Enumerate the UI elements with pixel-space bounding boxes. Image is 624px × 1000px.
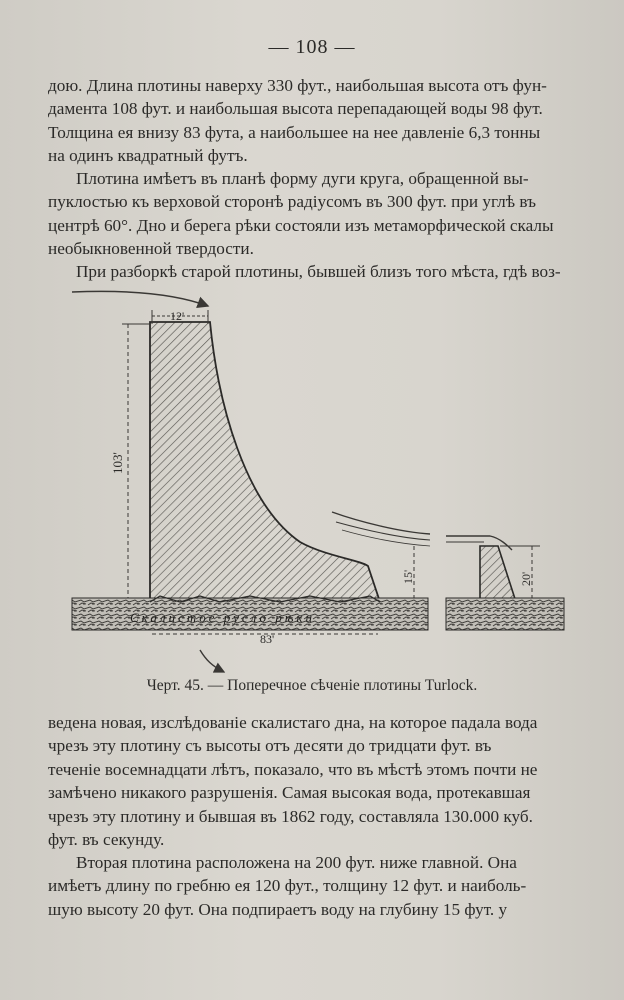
paragraph-1 [48,74,584,168]
dim-label-height: 103' [110,452,125,474]
text-line: необыкновенной твердости. [48,239,254,259]
dam-cross-section-figure [60,284,580,674]
figure-caption: Черт. 45. — Поперечное сѣченіе плотины Turlock. [146,677,478,694]
paragraph-5 [48,851,584,921]
rock-bed-right [446,598,564,630]
text-line: чрезъ эту плотину съ высоты отъ десяти до тридцати фут. въ [48,736,492,756]
second-dam-water [446,536,512,550]
text-line: При разборкѣ старой плотины, бывшей близъ того мѣста, гдѣ воз- [76,262,561,281]
text-line: Вторая плотина расположена на 200 фут. ниже главной. Она [76,853,517,872]
text-line: шую высоту 20 фут. Она подпираетъ воду на глубину 15 фут. у [48,899,508,919]
paragraph-4 [48,711,584,851]
text-line: имѣетъ длину по гребню ея 120 фут., толщину 12 фут. и наиболь- [48,876,527,896]
text-line: чрезъ эту плотину и бывшая въ 1862 году, составляла 130.000 куб. [48,806,533,826]
dim-label-base-width: 83' [260,632,275,646]
second-dam-body [480,546,516,602]
text-line: теченіе восемнадцати лѣтъ, показало, что въ мѣстѣ этомъ почти не [48,759,538,779]
dim-label-top-width: 12' [170,309,185,323]
text-line: дою. Длина плотины наверху 330 фут., наибольшая высота отъ фун- [48,76,547,95]
text-line: Плотина имѣетъ въ планѣ форму дуги круга, обращенной вы- [76,169,529,188]
text-line: Толщина ея внизу 83 фута, а наибольшее на нее давленіе 6,3 тонны [48,122,541,142]
tailwater-surface [332,512,430,534]
text-line: фут. въ секунду. [48,830,165,850]
paragraph-2 [48,167,584,261]
text-line: центрѣ 60°. Дно и берега рѣки состояли изъ метаморфической скалы [48,215,554,235]
text-line: замѣчено никакого разрушенія. Самая высокая вода, протекавшая [48,783,531,803]
ground-label: Скалистое русло рѣки [130,610,315,625]
dim-label-tailwater: 15' [401,569,415,584]
flow-arrow-upper [72,291,208,306]
text-line: ведена новая, изслѣдованіе скалистаго дна, на которое падала вода [48,713,538,732]
paragraph-3 [48,260,584,283]
page-number: — 108 — [268,36,356,58]
dim-label-second-dam: 20' [519,571,533,586]
flow-arrow-lower [200,650,224,672]
text-line: на одинъ квадратный футъ. [48,146,248,166]
text-line: пуклостью къ верховой сторонѣ радіусомъ въ 300 фут. при углѣ въ [48,192,536,212]
main-dam-body [150,322,380,602]
text-line: дамента 108 фут. и наибольшая высота перепадающей воды 98 фут. [48,99,543,119]
